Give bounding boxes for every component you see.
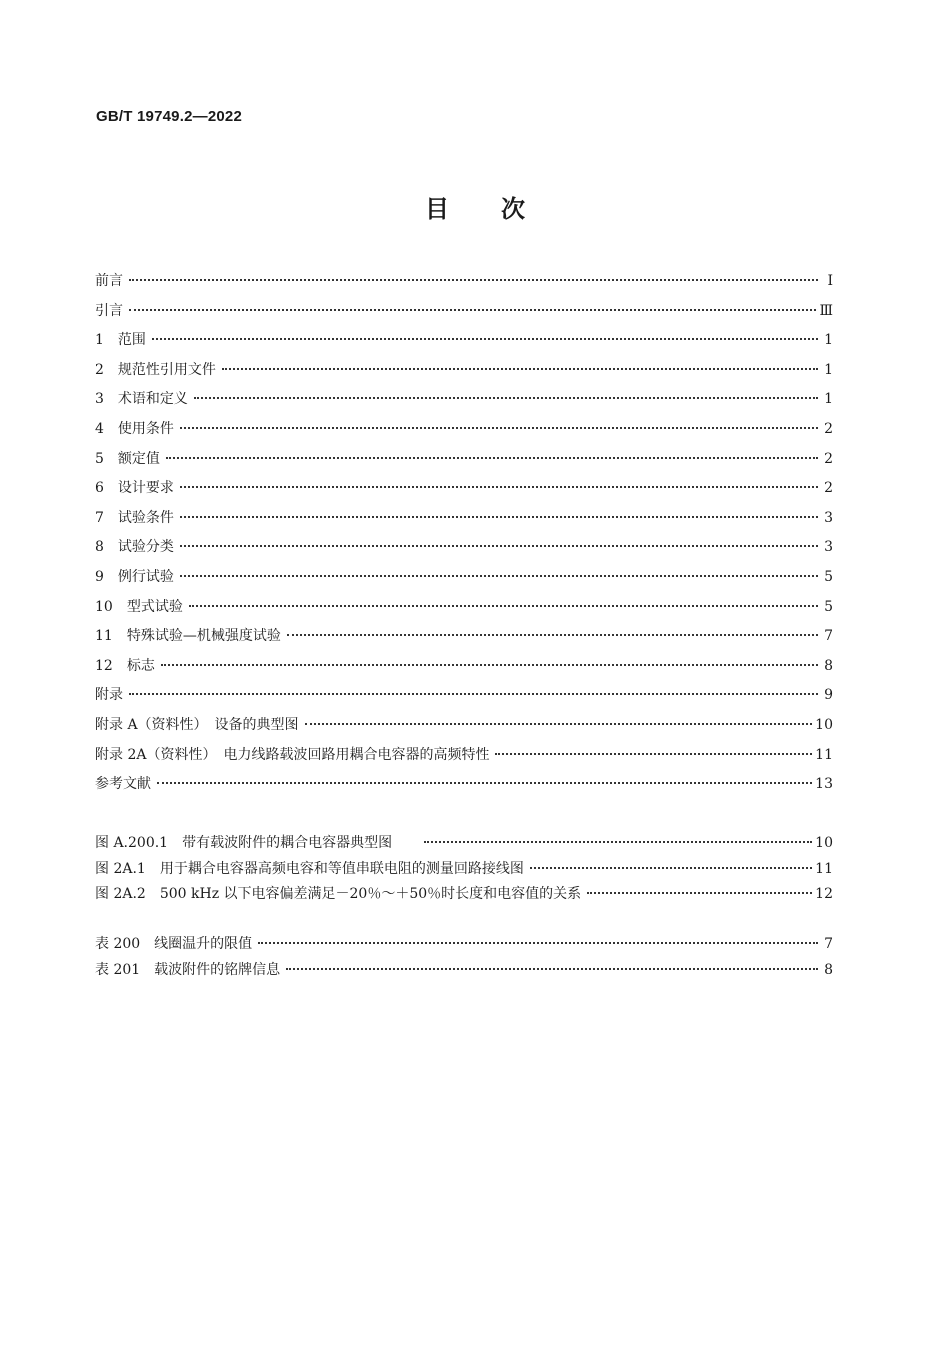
dot-leader — [129, 693, 818, 695]
dot-leader — [587, 892, 812, 894]
figure-entry-label: 图 2A.1 用于耦合电容器高频电容和等值串联电阻的测量回路接线图 — [95, 860, 524, 877]
toc-entry[interactable] — [95, 297, 833, 327]
toc-entry-label: 12 标志 — [95, 657, 155, 674]
dot-leader — [194, 397, 818, 399]
dot-leader — [258, 942, 818, 944]
table-entry-label: 表 201 载波附件的铭牌信息 — [95, 961, 281, 978]
dot-leader — [305, 723, 813, 725]
dot-leader — [222, 368, 818, 370]
page-title: 目次 — [425, 195, 577, 223]
toc-entry-page: 7 — [824, 628, 833, 645]
toc-entry[interactable] — [95, 326, 833, 356]
toc-entry-label: 11 特殊试验—机械强度试验 — [95, 628, 281, 645]
toc-entry-label: 6 设计要求 — [95, 480, 174, 497]
toc-entry-page: 9 — [824, 687, 833, 704]
toc-entry[interactable] — [95, 445, 833, 475]
toc-entry[interactable] — [95, 533, 833, 563]
dot-leader — [495, 753, 812, 755]
toc-entry-label: 3 术语和定义 — [95, 391, 188, 408]
figure-list — [95, 831, 833, 908]
toc-entry-page: 2 — [824, 450, 833, 467]
toc-entry-label: 9 例行试验 — [95, 568, 174, 585]
toc-entry-label: 引言 — [95, 302, 123, 319]
toc-entry[interactable] — [95, 711, 833, 741]
dot-leader — [180, 575, 818, 577]
toc-entry-page: 3 — [824, 509, 833, 526]
figure-entry[interactable] — [95, 857, 833, 883]
toc-entry-page: 11 — [815, 746, 833, 763]
table-entry[interactable] — [95, 958, 833, 984]
toc-entry-label: 附录 A（资料性） 设备的典型图 — [95, 716, 299, 733]
dot-leader — [424, 841, 812, 843]
toc-entry-page: 10 — [815, 716, 833, 733]
figure-entry-label: 图 A.200.1 带有载波附件的耦合电容器典型图 — [95, 835, 393, 851]
dot-leader — [180, 545, 818, 547]
dot-leader — [180, 486, 818, 488]
table-list — [95, 932, 833, 983]
toc-entry-label: 附录 2A（资料性） 电力线路载波回路用耦合电容器的高频特性 — [95, 746, 490, 763]
dot-leader — [189, 605, 818, 607]
table-entry[interactable] — [95, 932, 833, 958]
toc-entry[interactable] — [95, 385, 833, 415]
toc-entry[interactable] — [95, 563, 833, 593]
toc-entry-page: 8 — [824, 657, 833, 674]
dot-leader — [129, 309, 816, 311]
toc-entry-page: 2 — [824, 420, 833, 437]
toc-entry-page: 2 — [824, 480, 833, 497]
dot-leader — [180, 516, 818, 518]
toc-entry-page: Ⅲ — [819, 302, 833, 319]
table-entry-page: 7 — [824, 936, 833, 952]
toc-entry[interactable] — [95, 741, 833, 771]
toc-entry[interactable] — [95, 622, 833, 652]
figure-entry[interactable] — [95, 831, 833, 857]
toc-entry[interactable] — [95, 504, 833, 534]
figure-entry-page: 10 — [815, 835, 833, 851]
toc-entry-label: 8 试验分类 — [95, 539, 174, 556]
toc-entry-page: 1 — [824, 391, 833, 408]
toc-entry-label: 1 范围 — [95, 332, 146, 349]
dot-leader — [129, 279, 818, 281]
toc-entry[interactable] — [95, 770, 833, 800]
table-entry-label: 表 200 线圈温升的限值 — [95, 936, 253, 952]
toc-entry-page: 1 — [824, 332, 833, 349]
toc-entry[interactable] — [95, 267, 833, 297]
toc-entry-label: 参考文献 — [95, 776, 151, 793]
toc-list — [95, 267, 833, 800]
standard-code: GB/T 19749.2—2022 — [96, 108, 242, 125]
toc-entry[interactable] — [95, 415, 833, 445]
dot-leader — [530, 867, 812, 869]
toc-entry[interactable] — [95, 681, 833, 711]
toc-entry-label: 10 型式试验 — [95, 598, 183, 615]
figure-entry[interactable] — [95, 882, 833, 908]
dot-leader — [286, 968, 818, 970]
toc-entry[interactable] — [95, 593, 833, 623]
toc-entry-label: 附录 — [95, 687, 123, 704]
toc-entry-page: 3 — [824, 539, 833, 556]
figure-entry-page: 11 — [815, 860, 833, 877]
toc-entry[interactable] — [95, 652, 833, 682]
toc-entry-label: 5 额定值 — [95, 450, 160, 467]
dot-leader — [166, 457, 818, 459]
toc-entry-page: 5 — [824, 598, 833, 615]
dot-leader — [287, 634, 818, 636]
toc-entry[interactable] — [95, 474, 833, 504]
toc-entry-label: 7 试验条件 — [95, 509, 174, 526]
toc-entry[interactable] — [95, 356, 833, 386]
dot-leader — [157, 782, 812, 784]
toc-entry-page: Ⅰ — [827, 273, 833, 289]
toc-entry-page: 5 — [824, 568, 833, 585]
figure-entry-page: 12 — [815, 886, 833, 903]
toc-entry-label: 2 规范性引用文件 — [95, 361, 216, 378]
toc-entry-label: 前言 — [95, 273, 123, 289]
toc-entry-page: 1 — [824, 361, 833, 378]
dot-leader — [180, 427, 818, 429]
table-entry-page: 8 — [824, 961, 833, 978]
figure-entry-label: 图 2A.2 500 kHz 以下电容偏差满足－20％～＋50％时长度和电容值的关系 — [95, 886, 582, 903]
dot-leader — [152, 338, 818, 340]
toc-entry-page: 13 — [815, 776, 833, 793]
dot-leader — [161, 664, 818, 666]
toc-entry-label: 4 使用条件 — [95, 420, 174, 437]
